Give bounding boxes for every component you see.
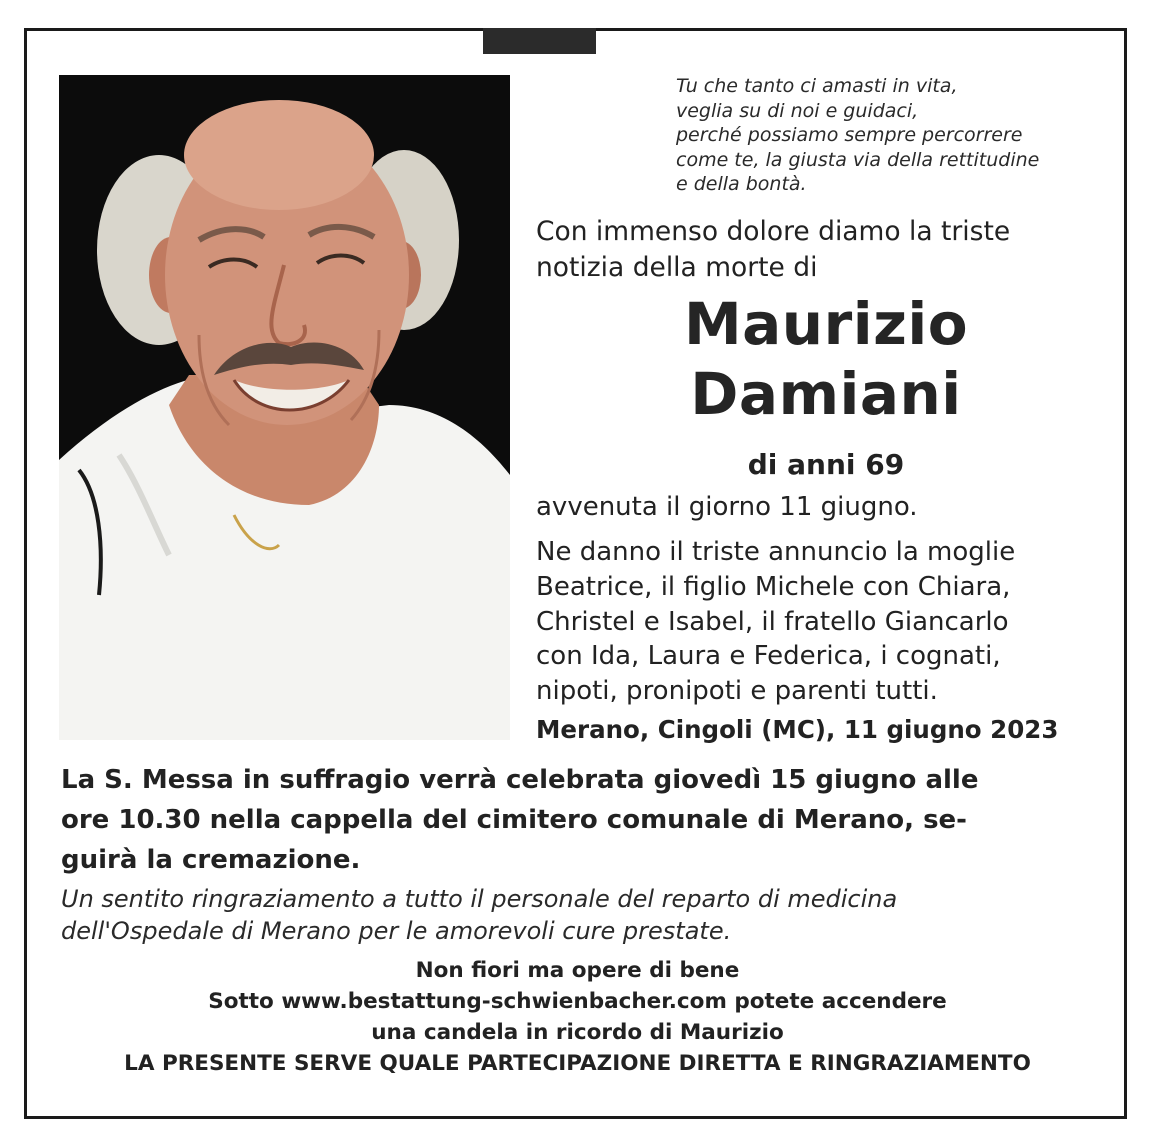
announcement-line: Beatrice, il figlio Michele con Chiara,	[536, 571, 1011, 602]
mass-announcement	[61, 760, 1101, 880]
thanks-note	[61, 883, 1101, 947]
deceased-first-name: Maurizio	[683, 290, 969, 358]
verse-line: come te, la giusta via della rettitudine	[676, 148, 1040, 171]
place-and-date: Merano, Cingoli (MC), 11 giugno 2023	[536, 715, 1059, 744]
announcement-line: con Ida, Laura e Federica, i cognati,	[536, 641, 1001, 672]
announcement-line: Christel e Isabel, il fratello Giancarlo	[536, 606, 1009, 637]
closing-line: una candela in ricordo di Maurizio	[371, 1020, 784, 1045]
mass-line: ore 10.30 nella cappella del cimitero comunale di Merano, se-	[61, 805, 967, 835]
portrait-photo	[59, 75, 510, 740]
occurred-line: avvenuta il giorno 11 giugno.	[536, 492, 918, 522]
announcement-line: nipoti, pronipoti e parenti tutti.	[536, 676, 938, 707]
closing-line: Non fiori ma opere di bene	[415, 958, 740, 983]
closing-line: Sotto www.bestattung-schwienbacher.com potete accendere	[208, 989, 947, 1014]
deceased-age: di anni 69	[747, 448, 905, 481]
family-announcement	[536, 535, 1015, 709]
verse-line: e della bontà.	[676, 173, 807, 195]
verse-line: perché possiamo sempre percorrere	[676, 124, 1023, 146]
announcement-line: Ne danno il triste annuncio la moglie	[536, 537, 1016, 567]
death-intro	[536, 214, 1010, 286]
verse-line: Tu che tanto ci amasti in vita,	[676, 75, 958, 97]
intro-line: notizia della morte di	[536, 252, 818, 283]
mass-line: La S. Messa in suffragio verrà celebrata giovedì 15 giugno alle	[61, 765, 979, 795]
closing-notes	[40, 955, 1115, 1079]
closing-line: LA PRESENTE SERVE QUALE PARTECIPAZIONE DIRETTA E RINGRAZIAMENTO	[124, 1051, 1031, 1076]
intro-line: Con immenso dolore diamo la triste	[536, 216, 1011, 247]
header-tab-bar	[483, 28, 596, 54]
mass-line: guirà la cremazione.	[61, 845, 361, 875]
verse-line: veglia su di noi e guidaci,	[676, 99, 919, 122]
deceased-last-name: Damiani	[690, 360, 962, 428]
thanks-line: dell'Ospedale di Merano per le amorevoli cure prestate.	[61, 917, 732, 945]
memorial-verse	[676, 74, 1116, 197]
date-of-death	[536, 490, 918, 525]
thanks-line: Un sentito ringraziamento a tutto il personale del reparto di medicina	[61, 885, 898, 913]
